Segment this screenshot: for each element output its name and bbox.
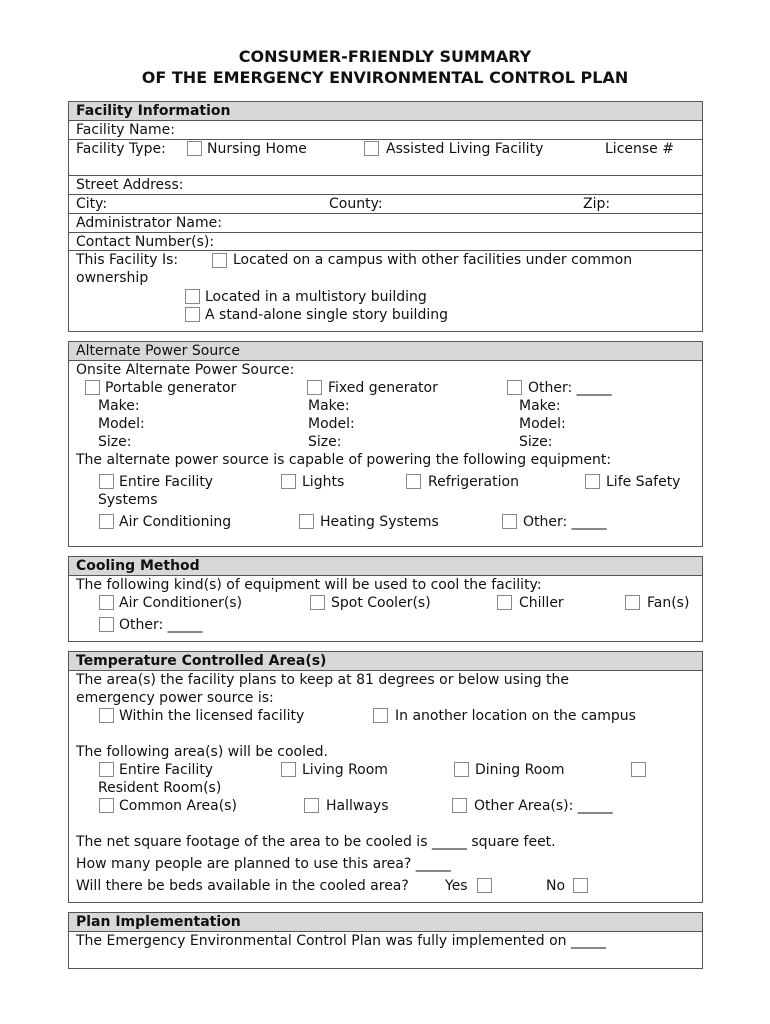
- street-address-label: Street Address:: [76, 177, 184, 193]
- section-header: [69, 342, 702, 361]
- spot-cooler-checkbox[interactable]: [310, 595, 325, 610]
- campus-option-label: Located on a campus with other facilities under common: [233, 252, 633, 268]
- fans-checkbox[interactable]: [625, 595, 640, 610]
- license-label: License #: [605, 141, 674, 157]
- other-areas-checkbox[interactable]: [452, 798, 467, 813]
- lights-checkbox[interactable]: [281, 474, 296, 489]
- section-header: [69, 557, 702, 576]
- standalone-checkbox[interactable]: [185, 307, 200, 322]
- portable-model-label: Model:: [98, 416, 145, 432]
- cooling-header: Cooling Method: [76, 558, 200, 574]
- power-header: Alternate Power Source: [76, 343, 240, 359]
- life-safety-checkbox[interactable]: [585, 474, 600, 489]
- living-room-label: Living Room: [302, 762, 388, 778]
- fixed-model-label: Model:: [308, 416, 355, 432]
- chiller-label: Chiller: [519, 595, 564, 611]
- portable-size-label: Size:: [98, 434, 132, 450]
- air-conditioner-checkbox[interactable]: [99, 595, 114, 610]
- facility-information-section: [68, 101, 703, 332]
- assisted-living-checkbox[interactable]: [364, 141, 379, 156]
- temperature-header: Temperature Controlled Area(s): [76, 653, 327, 669]
- areas-intro: The following area(s) will be cooled.: [76, 744, 328, 760]
- temperature-intro-line2: emergency power source is:: [76, 690, 274, 706]
- section-header: [69, 913, 702, 932]
- fixed-size-label: Size:: [308, 434, 342, 450]
- spot-cooler-label: Spot Cooler(s): [331, 595, 431, 611]
- other-make-label: Make:: [519, 398, 561, 414]
- entire-facility-area-checkbox[interactable]: [99, 762, 114, 777]
- capable-text: The alternate power source is capable of powering the following equipment:: [76, 452, 612, 468]
- portable-generator-checkbox[interactable]: [85, 380, 100, 395]
- hallways-checkbox[interactable]: [304, 798, 319, 813]
- plan-implemented-text: The Emergency Environmental Control Plan was fully implemented on _____: [76, 933, 606, 949]
- air-conditioner-label: Air Conditioner(s): [119, 595, 243, 611]
- resident-room-label: Resident Room(s): [98, 780, 222, 796]
- campus-option-label-cont: ownership: [76, 270, 149, 286]
- beds-no-checkbox[interactable]: [573, 878, 588, 893]
- within-facility-label: Within the licensed facility: [119, 708, 305, 724]
- facility-is-label: This Facility Is:: [76, 252, 179, 268]
- onsite-power-label: Onsite Alternate Power Source:: [76, 362, 295, 378]
- temperature-controlled-section: [68, 651, 703, 903]
- fixed-generator-checkbox[interactable]: [307, 380, 322, 395]
- page-title-line2: OF THE EMERGENCY ENVIRONMENTAL CONTROL PLAN: [141, 68, 629, 87]
- air-conditioning-equipment-checkbox[interactable]: [99, 514, 114, 529]
- facility-name-label: Facility Name:: [76, 122, 175, 138]
- hallways-label: Hallways: [326, 798, 389, 814]
- air-conditioning-equipment-label: Air Conditioning: [119, 514, 232, 530]
- administrator-name-label: Administrator Name:: [76, 215, 222, 231]
- plan-header: Plan Implementation: [76, 914, 241, 930]
- living-room-checkbox[interactable]: [281, 762, 296, 777]
- resident-room-checkbox[interactable]: [631, 762, 646, 777]
- refrigeration-checkbox[interactable]: [406, 474, 421, 489]
- other-cooling-label: Other: _____: [119, 617, 203, 633]
- section-header: [69, 652, 702, 671]
- portable-generator-label: Portable generator: [105, 380, 237, 396]
- chiller-checkbox[interactable]: [497, 595, 512, 610]
- standalone-option-label: A stand-alone single story building: [205, 307, 448, 323]
- other-cooling-checkbox[interactable]: [99, 617, 114, 632]
- multistory-option-label: Located in a multistory building: [205, 289, 427, 305]
- fixed-make-label: Make:: [308, 398, 350, 414]
- another-location-label: In another location on the campus: [395, 708, 636, 724]
- entire-facility-equipment-label: Entire Facility: [119, 474, 214, 490]
- heating-systems-checkbox[interactable]: [299, 514, 314, 529]
- cooling-method-section: [68, 556, 703, 642]
- alternate-power-section: [68, 341, 703, 547]
- plan-implementation-section: [68, 912, 703, 969]
- another-location-checkbox[interactable]: [373, 708, 388, 723]
- page-title-line1: CONSUMER-FRIENDLY SUMMARY: [238, 47, 532, 66]
- beds-no-label: No: [546, 878, 566, 894]
- within-facility-checkbox[interactable]: [99, 708, 114, 723]
- beds-yes-checkbox[interactable]: [477, 878, 492, 893]
- cooling-intro: The following kind(s) of equipment will be used to cool the facility:: [76, 577, 542, 593]
- entire-facility-equipment-checkbox[interactable]: [99, 474, 114, 489]
- nursing-home-label: Nursing Home: [207, 141, 307, 157]
- common-area-checkbox[interactable]: [99, 798, 114, 813]
- county-label: County:: [329, 196, 383, 212]
- beds-yes-label: Yes: [445, 878, 468, 894]
- temperature-intro-line1: The area(s) the facility plans to keep at 81 degrees or below using the: [76, 672, 570, 688]
- dining-room-checkbox[interactable]: [454, 762, 469, 777]
- heating-systems-label: Heating Systems: [320, 514, 439, 530]
- entire-facility-equipment-label-cont: Systems: [98, 492, 158, 508]
- other-size-label: Size:: [519, 434, 553, 450]
- entire-facility-area-label: Entire Facility: [119, 762, 214, 778]
- assisted-living-label: Assisted Living Facility: [386, 141, 544, 157]
- nursing-home-checkbox[interactable]: [187, 141, 202, 156]
- people-count-text: How many people are planned to use this area? _____: [76, 856, 451, 872]
- life-safety-label: Life Safety: [606, 474, 681, 490]
- other-areas-label: Other Area(s): _____: [474, 798, 613, 814]
- other-equipment-checkbox[interactable]: [502, 514, 517, 529]
- other-power-checkbox[interactable]: [507, 380, 522, 395]
- refrigeration-label: Refrigeration: [428, 474, 519, 490]
- facility-header: Facility Information: [76, 103, 231, 119]
- zip-label: Zip:: [583, 196, 611, 212]
- portable-make-label: Make:: [98, 398, 140, 414]
- other-power-label: Other: _____: [528, 380, 612, 396]
- campus-checkbox[interactable]: [212, 253, 227, 268]
- square-footage-text: The net square footage of the area to be cooled is _____ square feet.: [76, 834, 556, 850]
- lights-label: Lights: [302, 474, 345, 490]
- other-model-label: Model:: [519, 416, 566, 432]
- fixed-generator-label: Fixed generator: [328, 380, 438, 396]
- section-header: [69, 102, 702, 121]
- other-equipment-label: Other: _____: [523, 514, 607, 530]
- dining-room-label: Dining Room: [475, 762, 565, 778]
- multistory-checkbox[interactable]: [185, 289, 200, 304]
- beds-question-text: Will there be beds available in the cooled area?: [76, 878, 409, 894]
- common-area-label: Common Area(s): [119, 798, 237, 814]
- facility-type-label: Facility Type:: [76, 141, 166, 157]
- city-label: City:: [76, 196, 108, 212]
- contact-number-label: Contact Number(s):: [76, 234, 215, 250]
- fans-label: Fan(s): [647, 595, 690, 611]
